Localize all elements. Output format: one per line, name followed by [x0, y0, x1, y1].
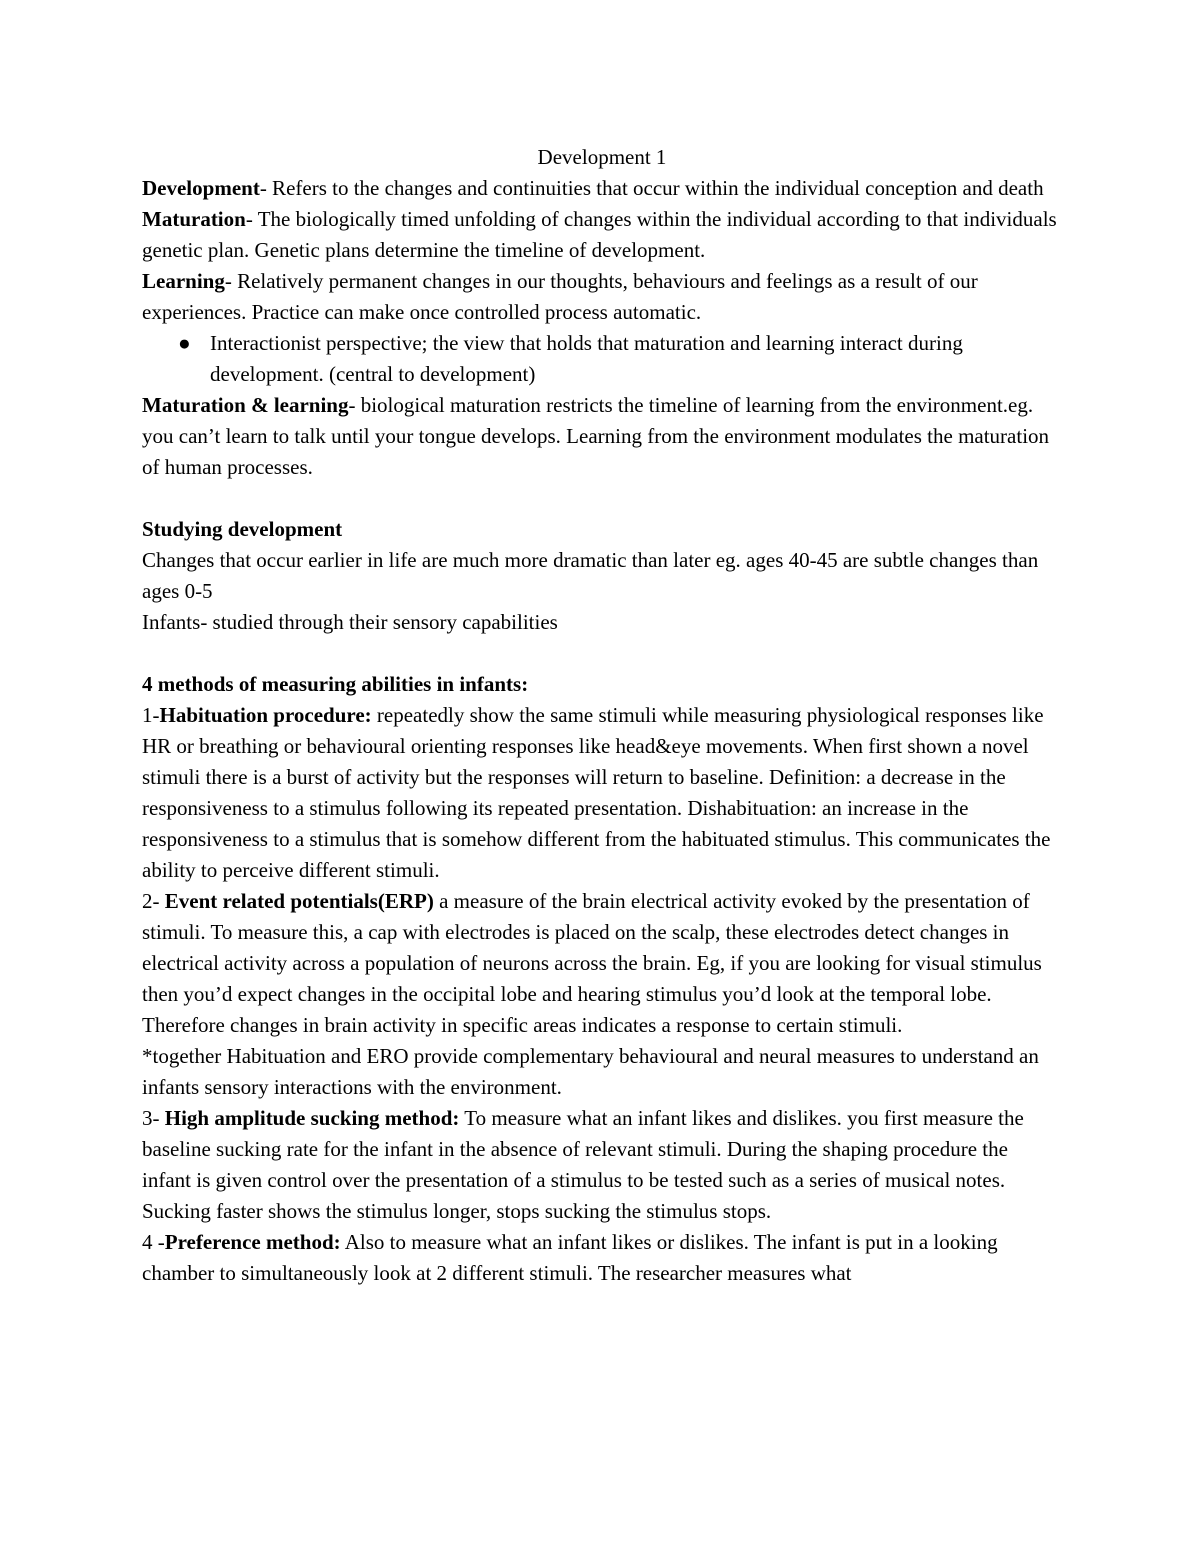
- method-3: [142, 1103, 1062, 1227]
- methods-heading: [142, 669, 1062, 700]
- method-4-text: Also to measure what an infant likes or dislikes. The infant is put in a looking chamber to simultaneously look at 2 different stimuli. The researcher measures what: [142, 1230, 998, 1285]
- blank-line: [142, 638, 1062, 669]
- definition-development-text: - Refers to the changes and continuities that occur within the individual conception and death: [259, 176, 1044, 200]
- definition-maturation-learning-text: - biological maturation restricts the timeline of learning from the environment.eg. you can’t learn to talk until your tongue develops. Learning from the environment modulates the maturation of human processes.: [142, 393, 1050, 479]
- method-4-term: Preference method:: [164, 1230, 341, 1254]
- term-maturation-learning: Maturation & learning: [142, 393, 349, 417]
- bullet-text: Interactionist perspective; the view that holds that maturation and learning interact during development. (central to development): [210, 331, 963, 386]
- blank-line: [142, 483, 1062, 514]
- definition-maturation-text: - The biologically timed unfolding of changes within the individual according to that individuals genetic plan. Genetic plans determine the timeline of development.: [142, 207, 1057, 262]
- method-4-prefix: 4 -: [142, 1230, 165, 1254]
- method-2-prefix: 2-: [142, 889, 165, 913]
- studying-heading-text: Studying development: [142, 517, 343, 541]
- method-2-term: Event related potentials(ERP): [164, 889, 434, 913]
- document-title: Development 1: [537, 145, 667, 169]
- method-2: [142, 886, 1062, 1041]
- definition-maturation: [142, 204, 1062, 266]
- studying-paragraph-2: Infants- studied through their sensory capabilities: [142, 610, 558, 634]
- method-4: [142, 1227, 1062, 1289]
- methods-note: *together Habituation and ERO provide complementary behavioural and neural measures to understand an infants sensory interactions with the environment.: [142, 1044, 1039, 1099]
- definition-learning: [142, 266, 1062, 328]
- method-3-term: High amplitude sucking method:: [164, 1106, 460, 1130]
- studying-heading: [142, 514, 1062, 545]
- method-1-term: Habituation procedure:: [159, 703, 372, 727]
- definition-development: [142, 173, 1062, 204]
- bullet-icon: ●: [178, 331, 191, 355]
- term-learning: Learning: [142, 269, 225, 293]
- methods-heading-text: 4 methods of measuring abilities in infants:: [142, 672, 529, 696]
- method-3-text: To measure what an infant likes and dislikes. you first measure the baseline sucking rate for the infant in the absence of relevant stimuli. During the shaping procedure the infant is given control over the presentation of a stimulus to be tested such as a series of musical notes. Sucking faster shows the stimulus longer, stops sucking the stimulus stops.: [142, 1106, 1024, 1223]
- method-2-text: a measure of the brain electrical activity evoked by the presentation of stimuli. To measure this, a cap with electrodes is placed on the scalp, these electrodes detect changes in electrical activity across a population of neurons across the brain. Eg, if you are looking for visual stimulus then you’d expect changes in the occipital lobe and hearing stimulus you’d look at the temporal lobe. Therefore changes in brain activity in specific areas indicates a response to certain stimuli.: [142, 889, 1042, 1037]
- definition-maturation-learning: [142, 390, 1062, 483]
- method-1: [142, 700, 1062, 886]
- term-maturation: Maturation: [142, 207, 246, 231]
- method-1-text: repeatedly show the same stimuli while measuring physiological responses like HR or breathing or behavioural orienting responses like head&eye movements. When first shown a novel stimuli there is a burst of activity but the responses will return to baseline. Definition: a decrease in the responsiveness to a stimulus following its repeated presentation. Dishabituation: an increase in the responsiveness to a stimulus that is somehow different from the habituated stimulus. This communicates the ability to perceive different stimuli.: [142, 703, 1051, 882]
- bullet-item: [142, 328, 1062, 390]
- method-3-prefix: 3-: [142, 1106, 165, 1130]
- studying-paragraph-1: Changes that occur earlier in life are much more dramatic than later eg. ages 40-45 are subtle changes than ages 0-5: [142, 548, 1039, 603]
- method-1-prefix: 1-: [142, 703, 160, 727]
- term-development: Development: [142, 176, 260, 200]
- definition-learning-text: - Relatively permanent changes in our thoughts, behaviours and feelings as a result of our experiences. Practice can make once controlled process automatic.: [142, 269, 978, 324]
